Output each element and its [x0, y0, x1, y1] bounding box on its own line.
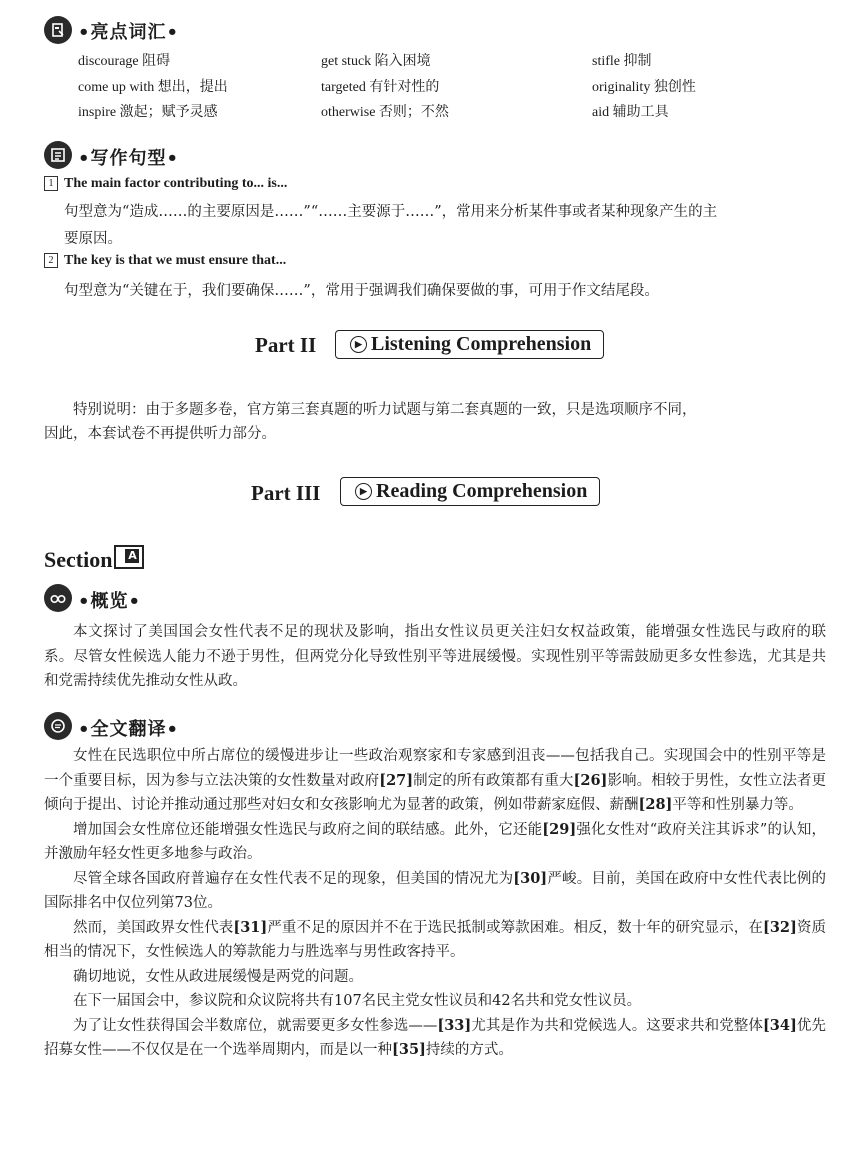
blank-ref: [30]	[513, 869, 548, 887]
pattern-explain-line: 要原因。	[64, 231, 122, 247]
blank-ref: [28]	[638, 796, 673, 813]
pattern-heading-1	[44, 176, 287, 192]
vocab-item: otherwise 否则；不然	[321, 105, 449, 120]
glasses-icon	[44, 584, 72, 612]
section-title	[44, 545, 144, 573]
text-run: 影响。相较于男性，女性立法者更倾向于提出、讨论并推动通过那些对妇女和女孩影响尤为显著的政策，例如带薪家庭假、薪酬	[44, 772, 827, 813]
blank-ref: [32]	[762, 918, 797, 936]
vocab-item: targeted 有针对性的	[321, 80, 440, 95]
text-run: 为了让女性获得国会半数席位，就需要更多女性参选——	[73, 1017, 438, 1034]
text-run: 在下一届国会中，参议院和众议院将共有107名民主党女性议员和42名共和党女性议员。	[73, 993, 642, 1009]
blank-ref: [29]	[542, 820, 577, 838]
part3-box	[340, 480, 600, 503]
overview-paragraph: 本文探讨了美国国会女性代表不足的现状及影响，指出女性议员更关注妇女权益政策，能增强女性选民与政府的联系。尽管女性候选人能力不逊于男性，但两党分化导致性别平等进展缓慢。实现性别平等需鼓励更多女性参选，尤其是共和党需持续优先推动女性从政。	[44, 624, 826, 689]
blank-ref: [26]	[573, 771, 608, 789]
vocab-item: discourage 阻碍	[78, 54, 171, 69]
part2-label: Part II	[255, 333, 317, 357]
vocab-title: •亮点词汇•	[78, 22, 180, 43]
text-run: 然而，美国政界女性代表	[73, 919, 234, 936]
vocab-item: originality 独创性	[592, 80, 696, 95]
text-run: 增加国会女性席位还能增强女性选民与政府之间的联结感。此外，它还能	[73, 821, 543, 838]
part3-box-text: Reading Comprehension	[376, 480, 588, 502]
vocab-item: inspire 激起；赋予灵感	[78, 105, 218, 120]
blank-ref: [27]	[379, 771, 414, 789]
pattern-number: 2	[44, 253, 58, 268]
text-run: 平等和性别暴力等。	[672, 797, 803, 813]
translation-title: •全文翻译•	[78, 719, 180, 740]
vocab-item: come up with 想出，提出	[78, 80, 228, 95]
blank-ref: [33]	[437, 1016, 472, 1034]
pattern-explain-line: 句型意为“关键在于，我们要确保……”，常用于强调我们确保要做的事，可用于作文结尾段。	[64, 283, 659, 299]
text-run: 优先招募女性——不仅仅是在一个选举周期内，而是以一种	[44, 1017, 827, 1058]
part2-box-text: Listening Comprehension	[371, 333, 592, 355]
overview-title: •概览•	[78, 591, 142, 612]
text-run: 严重不足的原因并不在于选民抵制或筹款困难。相反，数十年的研究显示，在	[267, 919, 763, 936]
translation-body	[44, 744, 826, 1063]
text-run: 严峻。目前，美国在政府中女性代表比例的国际排名中仅位列第73位。	[44, 870, 827, 911]
section-badge	[114, 545, 144, 569]
part2-box	[335, 333, 604, 356]
translation-paragraph	[44, 965, 826, 990]
pattern-title: •写作句型•	[78, 148, 180, 169]
section-badge-letter: A	[125, 549, 139, 563]
text-run: 资质相当的情况下，女性候选人的筹款能力与胜选率与男性政客持平。	[44, 919, 827, 960]
text-run: 持续的方式。	[425, 1042, 513, 1058]
translation-paragraph	[44, 916, 826, 965]
note-line: 因此，本套试卷不再提供听力部分。	[44, 426, 276, 442]
text-run: 女性在民选职位中所占席位的缓慢进步让一些政治观察家和专家感到沮丧——包括我自己。实现国会中的性别平等是一个重要目标，因为参与立法决策的女性数量对政府	[44, 748, 826, 789]
arrow-icon: ▶	[350, 336, 367, 353]
blank-ref: [35]	[392, 1041, 426, 1058]
text-run: 确切地说，女性从政进展缓慢是两党的问题。	[73, 968, 363, 985]
special-note	[44, 398, 824, 446]
overview-text	[44, 620, 826, 694]
section-label: Section	[44, 547, 113, 572]
note-line: 特别说明：由于多题多卷，官方第三套真题的听力试题与第二套真题的一致，只是选项顺序不同，	[73, 402, 697, 418]
pattern-explain-line: 句型意为“造成……的主要原因是……”“……主要源于……”，常用来分析某件事或者某种现象产生的主	[64, 204, 718, 220]
text-run: 尤其是作为共和党候选人。这要求共和党整体	[471, 1017, 763, 1034]
translation-paragraph	[44, 1014, 826, 1063]
pattern-icon	[44, 141, 72, 169]
translation-paragraph	[44, 744, 826, 818]
chat-icon	[44, 712, 72, 740]
translation-paragraph	[44, 818, 826, 867]
text-run: 制定的所有政策都有重大	[413, 772, 574, 789]
pattern-text: The main factor contributing to... is...	[64, 176, 288, 191]
vocab-item: aid 辅助工具	[592, 105, 669, 120]
pattern-text: The key is that we must ensure that...	[64, 253, 287, 268]
pattern-number: 1	[44, 176, 58, 191]
vocab-icon	[44, 16, 72, 44]
text-run: 强化女性对“政府关注其诉求”的认知，并激励年轻女性更多地参与政治。	[44, 821, 827, 862]
vocab-item: get stuck 陷入困境	[321, 54, 431, 69]
part3-label: Part III	[251, 481, 321, 505]
blank-ref: [34]	[762, 1016, 797, 1034]
translation-paragraph	[44, 989, 826, 1014]
pattern-heading-2	[44, 253, 286, 269]
blank-ref: [31]	[233, 918, 268, 936]
text-run: 尽管全球各国政府普遍存在女性代表不足的现象，但美国的情况尤为	[73, 870, 514, 887]
vocab-item: stifle 抑制	[592, 54, 652, 69]
translation-paragraph	[44, 867, 826, 916]
arrow-icon: ▶	[355, 483, 372, 500]
